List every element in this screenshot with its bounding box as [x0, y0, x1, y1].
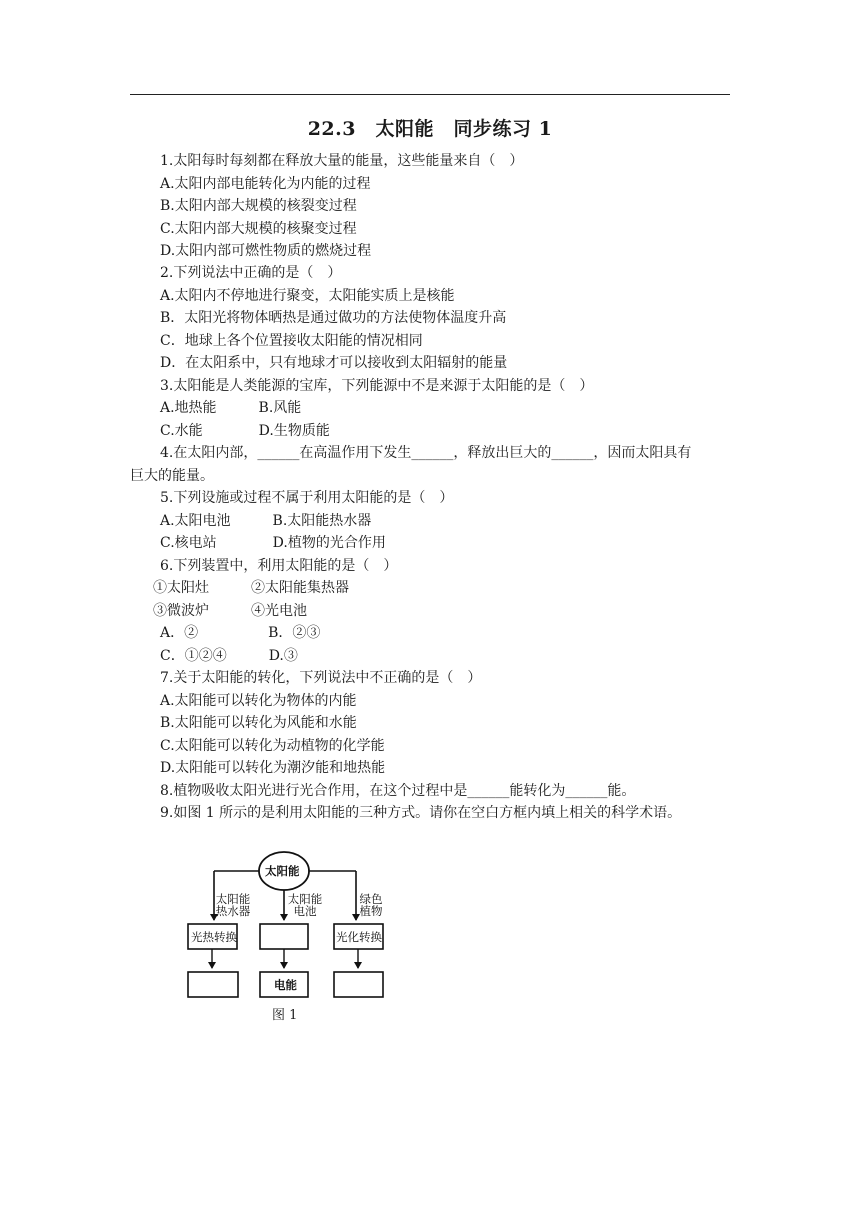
question-line: 8.植物吸收太阳光进行光合作用，在这个过程中是______能转化为______能。: [160, 783, 636, 799]
box-left-top-label: 光热转换: [191, 930, 237, 944]
option-line: A．② B．②③: [160, 625, 321, 641]
box-mid-top: [260, 924, 308, 949]
option-line: A.太阳电池 B.太阳能热水器: [160, 513, 372, 529]
question-line: 2.下列说法中正确的是（ ）: [160, 265, 342, 281]
question-line: 9.如图 1 所示的是利用太阳能的三种方式。请你在空白方框内填上相关的科学术语。: [160, 805, 682, 821]
option-line: D.太阳能可以转化为潮汐能和地热能: [160, 760, 386, 776]
figure-caption: 图 1: [272, 1008, 298, 1023]
question-line: 6.下列装置中，利用太阳能的是（ ）: [160, 558, 398, 574]
option-line: B.太阳内部大规模的核裂变过程: [160, 198, 357, 214]
option-line: A.太阳内不停地进行聚变，太阳能实质上是核能: [160, 288, 455, 304]
question-line: 3.太阳能是人类能源的宝库，下列能源中不是来源于太阳能的是（ ）: [160, 378, 594, 394]
solar-energy-diagram: [170, 838, 400, 1028]
question-line: 1.太阳每时每刻都在释放大量的能量，这些能量来自（ ）: [160, 153, 524, 169]
option-line: C.太阳内部大规模的核聚变过程: [160, 221, 357, 237]
option-line: A.太阳内部电能转化为内能的过程: [160, 176, 371, 192]
box-mid-bottom-label: 电能: [274, 978, 297, 992]
option-line: A.太阳能可以转化为物体的内能: [160, 693, 357, 709]
question-line-continued: 巨大的能量。: [130, 468, 214, 484]
branch-right-label: 绿色植物: [359, 892, 383, 918]
option-line: C．①②④ D.③: [160, 648, 298, 664]
header-rule: [130, 94, 730, 95]
option-line: D.太阳内部可燃性物质的燃烧过程: [160, 243, 372, 259]
option-line: B．太阳光将物体晒热是通过做功的方法使物体温度升高: [160, 310, 507, 326]
option-line: C.太阳能可以转化为动植物的化学能: [160, 738, 385, 754]
option-line: C.水能 D.生物质能: [160, 423, 330, 439]
option-line: ①太阳灶 ②太阳能集热器: [153, 580, 349, 596]
branch-left-label: 太阳能热水器: [215, 892, 251, 918]
page-title: 22.3 太阳能 同步练习 1: [307, 118, 553, 140]
center-label: 太阳能: [265, 864, 300, 878]
box-right-bottom: [334, 972, 383, 997]
option-line: ③微波炉 ④光电池: [153, 603, 307, 619]
branch-mid-label: 太阳能电池: [287, 892, 323, 918]
option-line: B.太阳能可以转化为风能和水能: [160, 715, 357, 731]
box-right-top-label: 光化转换: [336, 930, 382, 944]
question-line: 4.在太阳内部，______在高温作用下发生______，释放出巨大的______，因而太阳具有: [160, 445, 692, 461]
option-line: D．在太阳系中，只有地球才可以接收到太阳辐射的能量: [160, 355, 508, 371]
question-line: 5.下列设施或过程不属于利用太阳能的是（ ）: [160, 490, 454, 506]
box-left-bottom: [188, 972, 238, 997]
question-line: 7.关于太阳能的转化，下列说法中不正确的是（ ）: [160, 670, 482, 686]
option-line: A.地热能 B.风能: [160, 400, 302, 416]
option-line: C.核电站 D.植物的光合作用: [160, 535, 386, 551]
option-line: C．地球上各个位置接收太阳能的情况相同: [160, 333, 423, 349]
